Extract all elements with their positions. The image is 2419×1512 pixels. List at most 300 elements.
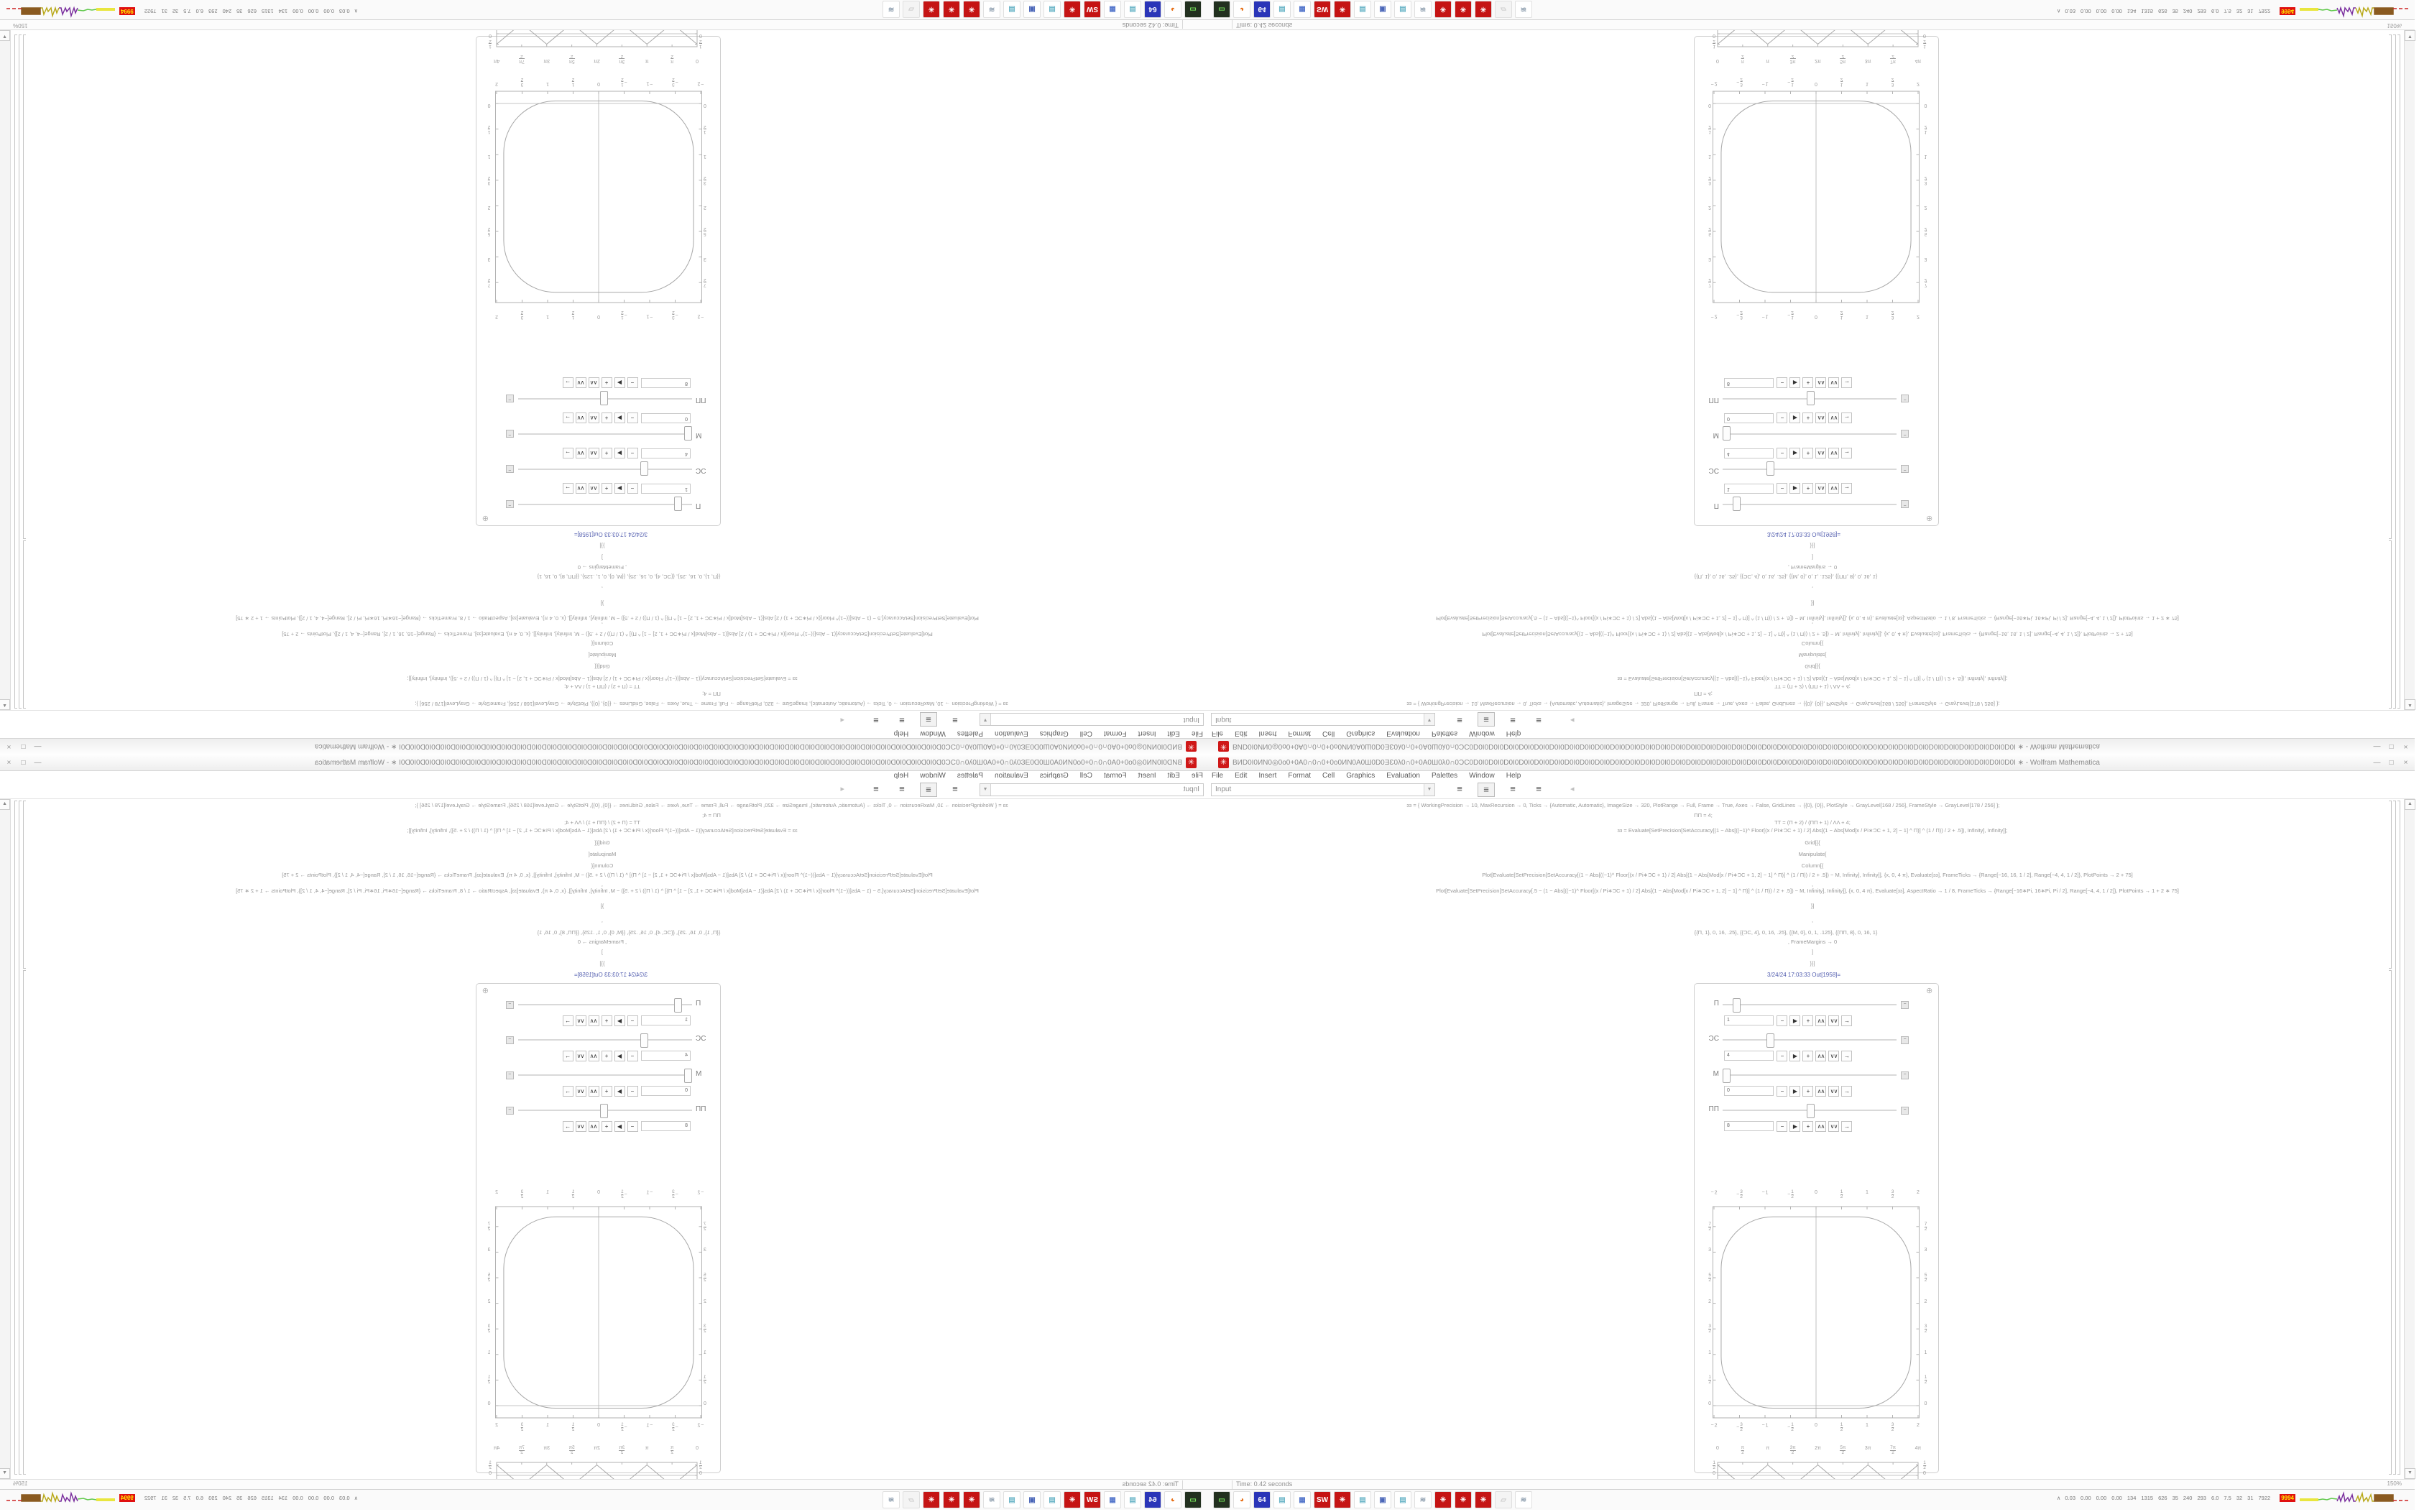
justify-icon-0[interactable]: ≡: [1457, 783, 1462, 794]
slider-collapse-icon[interactable]: −: [506, 1071, 514, 1079]
calculator-icon[interactable]: ▦: [1104, 1, 1121, 18]
manipulate-menu-icon[interactable]: ⊕: [482, 514, 489, 522]
menu-item-window[interactable]: Window: [920, 729, 946, 738]
slider-collapse-icon[interactable]: −: [506, 500, 514, 508]
chevron-down-icon[interactable]: ▼: [980, 714, 991, 725]
back-chevron-icon[interactable]: ◂: [840, 716, 844, 724]
slider-track[interactable]: [1723, 504, 1897, 505]
justify-icon-2[interactable]: ≡: [1510, 783, 1516, 794]
slider-collapse-icon[interactable]: −: [1901, 465, 1909, 473]
drive-icon[interactable]: ▭: [1213, 1, 1230, 18]
outer-cell-bracket[interactable]: [14, 34, 17, 709]
slower-button[interactable]: ∧∧: [589, 483, 599, 494]
faster-button[interactable]: ∨∨: [576, 1121, 586, 1132]
printer-faded-icon[interactable]: ▱: [1495, 1491, 1512, 1508]
play-button[interactable]: ▶: [1789, 1121, 1800, 1132]
back-chevron-icon[interactable]: ◂: [1570, 716, 1575, 724]
faster-button[interactable]: ∨∨: [576, 1086, 586, 1097]
floppy64-icon[interactable]: 64: [1144, 1491, 1161, 1508]
menu-item-window[interactable]: Window: [1469, 771, 1495, 780]
direction-button[interactable]: →: [563, 448, 573, 458]
scroll-icon[interactable]: ≋: [983, 1, 1000, 18]
slider-value-field[interactable]: 4: [1724, 1051, 1774, 1061]
slider-track[interactable]: [1723, 433, 1897, 435]
maximize-button[interactable]: □: [21, 742, 26, 751]
menu-item-file[interactable]: File: [1191, 771, 1203, 780]
menu-item-graphics[interactable]: Graphics: [1346, 729, 1376, 738]
cell-style-dropdown[interactable]: [980, 783, 1204, 796]
in-cell-bracket[interactable]: [2389, 801, 2392, 969]
slider-thumb[interactable]: [1766, 1033, 1774, 1048]
scroll-icon[interactable]: ≋: [1414, 1491, 1432, 1508]
spikey-gear-icon[interactable]: ✳: [1434, 1491, 1452, 1508]
increment-button[interactable]: +: [1802, 412, 1813, 423]
window-icon[interactable]: ▣: [1374, 1491, 1391, 1508]
spikey-gear-icon[interactable]: ✳: [943, 1491, 960, 1508]
slower-button[interactable]: ∧∧: [589, 1051, 599, 1061]
slider-collapse-icon[interactable]: −: [506, 430, 514, 438]
in-cell-bracket[interactable]: [23, 801, 26, 969]
direction-button[interactable]: →: [563, 483, 573, 494]
notes-icon[interactable]: ▤: [1003, 1491, 1020, 1508]
scroll-up-icon[interactable]: ▲: [2405, 699, 2415, 710]
maximize-button[interactable]: □: [2389, 742, 2394, 751]
justify-icon-3[interactable]: ≡: [1536, 715, 1542, 726]
slider-value-field[interactable]: 1: [641, 1015, 691, 1025]
cell-style-dropdown[interactable]: [1211, 783, 1435, 796]
play-button[interactable]: ▶: [1789, 377, 1800, 388]
faster-button[interactable]: ∨∨: [576, 483, 586, 494]
menu-item-cell[interactable]: Cell: [1079, 771, 1092, 780]
slider-track[interactable]: [518, 469, 692, 470]
decrement-button[interactable]: −: [1777, 483, 1787, 494]
increment-button[interactable]: +: [602, 483, 612, 494]
vertical-scrollbar[interactable]: [2404, 799, 2415, 1479]
faster-button[interactable]: ∨∨: [576, 448, 586, 458]
slower-button[interactable]: ∧∧: [589, 377, 599, 388]
close-button[interactable]: ×: [2403, 758, 2408, 767]
slider-value-field[interactable]: 8: [1724, 1121, 1774, 1131]
slower-button[interactable]: ∧∧: [589, 1015, 599, 1026]
slower-button[interactable]: ∧∧: [1815, 1086, 1826, 1097]
slider-thumb[interactable]: [684, 1069, 692, 1083]
spikey-gear-icon[interactable]: ✳: [923, 1, 940, 18]
window-titlebar[interactable]: [0, 738, 1207, 755]
decrement-button[interactable]: −: [627, 1015, 638, 1026]
spikey-gear-icon[interactable]: ✳: [1064, 1491, 1081, 1508]
back-chevron-icon[interactable]: ◂: [1570, 785, 1575, 793]
notes-icon[interactable]: ▤: [1394, 1491, 1411, 1508]
slider-value-field[interactable]: 0: [641, 413, 691, 423]
drive-icon[interactable]: ▭: [1184, 1, 1202, 18]
slider-track[interactable]: [1723, 1039, 1897, 1041]
increment-button[interactable]: +: [1802, 377, 1813, 388]
justify-icon-1[interactable]: ≡: [920, 783, 937, 797]
slider-collapse-icon[interactable]: −: [1901, 1036, 1909, 1044]
chevron-down-icon[interactable]: ▼: [980, 784, 991, 796]
scroll-icon[interactable]: ≋: [1515, 1491, 1532, 1508]
cell-style-dropdown[interactable]: [1211, 713, 1435, 726]
outer-cell-bracket[interactable]: [14, 801, 17, 1475]
menu-item-graphics[interactable]: Graphics: [1346, 771, 1376, 780]
increment-button[interactable]: +: [602, 1086, 612, 1097]
play-button[interactable]: ▶: [1789, 483, 1800, 494]
scroll-icon[interactable]: ≋: [883, 1, 900, 18]
close-button[interactable]: ×: [2403, 742, 2408, 751]
notes-icon[interactable]: ▤: [1124, 1, 1141, 18]
manipulate-menu-icon[interactable]: ⊕: [482, 987, 489, 995]
window-icon[interactable]: ▣: [1023, 1491, 1041, 1508]
spikey-gear-icon[interactable]: ✳: [1455, 1, 1472, 18]
play-button[interactable]: ▶: [614, 377, 625, 388]
menu-item-graphics[interactable]: Graphics: [1039, 771, 1069, 780]
decrement-button[interactable]: −: [1777, 448, 1787, 458]
vertical-scrollbar[interactable]: [0, 799, 11, 1479]
slider-value-field[interactable]: 0: [1724, 413, 1774, 423]
printer-faded-icon[interactable]: ▱: [1495, 1, 1512, 18]
direction-button[interactable]: →: [1841, 483, 1852, 494]
justify-icon-2[interactable]: ≡: [1510, 715, 1516, 726]
slider-track[interactable]: [518, 1004, 692, 1005]
scroll-icon[interactable]: ≋: [883, 1491, 900, 1508]
notes-icon[interactable]: ▤: [1043, 1491, 1061, 1508]
spikey-gear-icon[interactable]: ✳: [1434, 1, 1452, 18]
slider-thumb[interactable]: [674, 497, 682, 511]
dice-icon[interactable]: SW: [1314, 1491, 1331, 1508]
chevron-down-icon[interactable]: ▼: [1424, 714, 1434, 725]
slider-thumb[interactable]: [601, 1104, 609, 1118]
notes-icon[interactable]: ▤: [1003, 1, 1020, 18]
slider-thumb[interactable]: [1723, 426, 1731, 441]
maximize-button[interactable]: □: [21, 758, 26, 767]
slider-thumb[interactable]: [640, 461, 648, 476]
scroll-down-icon[interactable]: ▼: [2405, 30, 2415, 41]
spikey-gear-icon[interactable]: ✳: [1064, 1, 1081, 18]
decrement-button[interactable]: −: [1777, 1121, 1787, 1132]
vertical-scrollbar[interactable]: [0, 30, 11, 710]
spikey-gear-icon[interactable]: ✳: [923, 1491, 940, 1508]
vertical-scrollbar[interactable]: [2404, 30, 2415, 710]
notes-icon[interactable]: ▤: [1354, 1491, 1371, 1508]
faster-button[interactable]: ∨∨: [1828, 377, 1839, 388]
menu-item-help[interactable]: Help: [893, 771, 909, 780]
menu-item-graphics[interactable]: Graphics: [1039, 729, 1069, 738]
slider-value-field[interactable]: 8: [641, 1121, 691, 1131]
faster-button[interactable]: ∨∨: [1828, 1086, 1839, 1097]
justify-icon-1[interactable]: ≡: [1478, 783, 1495, 797]
decrement-button[interactable]: −: [627, 1051, 638, 1061]
justify-icon-3[interactable]: ≡: [873, 783, 879, 794]
slower-button[interactable]: ∧∧: [589, 448, 599, 458]
play-button[interactable]: ▶: [614, 1086, 625, 1097]
direction-button[interactable]: →: [563, 1015, 573, 1026]
direction-button[interactable]: →: [1841, 1086, 1852, 1097]
notes-icon[interactable]: ▤: [1354, 1, 1371, 18]
printer-faded-icon[interactable]: ▱: [903, 1, 920, 18]
slider-track[interactable]: [518, 433, 692, 435]
justify-icon-0[interactable]: ≡: [1457, 715, 1462, 726]
in-cell-bracket[interactable]: [2389, 540, 2392, 709]
direction-button[interactable]: →: [563, 377, 573, 388]
notes-icon[interactable]: ▤: [1124, 1491, 1141, 1508]
out-cell-bracket[interactable]: [2389, 970, 2392, 1475]
tray-expand-icon[interactable]: ∧: [2056, 8, 2061, 15]
play-button[interactable]: ▶: [1789, 1086, 1800, 1097]
slider-collapse-icon[interactable]: −: [506, 1036, 514, 1044]
justify-icon-3[interactable]: ≡: [1536, 783, 1542, 794]
scroll-icon[interactable]: ≋: [983, 1491, 1000, 1508]
slider-thumb[interactable]: [1807, 391, 1815, 405]
out-cell-bracket[interactable]: [23, 34, 26, 539]
faster-button[interactable]: ∨∨: [1828, 1015, 1839, 1026]
tray-expand-icon[interactable]: ∧: [354, 8, 359, 15]
cell-group-bracket[interactable]: [19, 801, 22, 1475]
direction-button[interactable]: →: [563, 1051, 573, 1061]
slider-collapse-icon[interactable]: −: [506, 465, 514, 473]
magnification-control[interactable]: 150%: [2387, 1480, 2402, 1487]
menu-item-window[interactable]: Window: [920, 771, 946, 780]
notes-icon[interactable]: ▤: [1394, 1, 1411, 18]
notes-icon[interactable]: ▤: [1273, 1491, 1291, 1508]
notes-icon[interactable]: ▤: [1273, 1, 1291, 18]
cell-group-bracket[interactable]: [2393, 34, 2396, 709]
increment-button[interactable]: +: [1802, 448, 1813, 458]
spikey-gear-icon[interactable]: ✳: [1475, 1, 1492, 18]
decrement-button[interactable]: −: [627, 483, 638, 494]
dice-icon[interactable]: SW: [1084, 1491, 1101, 1508]
direction-button[interactable]: →: [563, 1121, 573, 1132]
chevron-down-icon[interactable]: ▼: [1424, 784, 1434, 796]
play-button[interactable]: ▶: [1789, 448, 1800, 458]
out-cell-bracket[interactable]: [23, 970, 26, 1475]
menu-item-evaluation[interactable]: Evaluation: [995, 729, 1028, 738]
manipulate-menu-icon[interactable]: ⊕: [1926, 987, 1933, 995]
decrement-button[interactable]: −: [1777, 412, 1787, 423]
slider-collapse-icon[interactable]: −: [1901, 1107, 1909, 1115]
menu-item-insert[interactable]: Insert: [1258, 729, 1277, 738]
spikey-gear-icon[interactable]: ✳: [963, 1491, 980, 1508]
menu-item-insert[interactable]: Insert: [1138, 771, 1156, 780]
menu-item-file[interactable]: File: [1191, 729, 1203, 738]
dice-icon[interactable]: SW: [1084, 1, 1101, 18]
slider-thumb[interactable]: [1733, 998, 1741, 1013]
slider-thumb[interactable]: [1723, 1069, 1731, 1083]
slider-collapse-icon[interactable]: −: [1901, 395, 1909, 402]
slider-collapse-icon[interactable]: −: [506, 1001, 514, 1009]
back-chevron-icon[interactable]: ◂: [840, 785, 844, 793]
slider-value-field[interactable]: 0: [641, 1086, 691, 1096]
slider-collapse-icon[interactable]: −: [1901, 500, 1909, 508]
floppy64-icon[interactable]: 64: [1144, 1, 1161, 18]
faster-button[interactable]: ∨∨: [1828, 412, 1839, 423]
justify-icon-2[interactable]: ≡: [899, 783, 905, 794]
menu-item-insert[interactable]: Insert: [1258, 771, 1277, 780]
floppy64-icon[interactable]: 64: [1253, 1, 1271, 18]
slower-button[interactable]: ∧∧: [1815, 1015, 1826, 1026]
slider-thumb[interactable]: [640, 1033, 648, 1048]
slower-button[interactable]: ∧∧: [1815, 1121, 1826, 1132]
slider-thumb[interactable]: [674, 998, 682, 1013]
minimize-button[interactable]: —: [34, 758, 42, 767]
slider-value-field[interactable]: 1: [1724, 1015, 1774, 1025]
menu-item-edit[interactable]: Edit: [1167, 729, 1180, 738]
menu-item-evaluation[interactable]: Evaluation: [995, 771, 1028, 780]
slider-collapse-icon[interactable]: −: [1901, 1001, 1909, 1009]
justify-icon-0[interactable]: ≡: [952, 715, 958, 726]
tray-expand-icon[interactable]: ∧: [2056, 1494, 2061, 1501]
window-icon[interactable]: ▣: [1374, 1, 1391, 18]
menu-item-cell[interactable]: Cell: [1322, 729, 1335, 738]
calculator-icon[interactable]: ▦: [1294, 1491, 1311, 1508]
slider-value-field[interactable]: 1: [641, 484, 691, 494]
slider-track[interactable]: [518, 398, 692, 400]
outer-cell-bracket[interactable]: [2397, 34, 2400, 709]
faster-button[interactable]: ∨∨: [1828, 483, 1839, 494]
menu-item-window[interactable]: Window: [1469, 729, 1495, 738]
increment-button[interactable]: +: [1802, 1015, 1813, 1026]
firefox-icon[interactable]: ◕: [1164, 1491, 1181, 1508]
magnification-control[interactable]: 150%: [2387, 22, 2402, 29]
play-button[interactable]: ▶: [614, 412, 625, 423]
calculator-icon[interactable]: ▦: [1104, 1491, 1121, 1508]
window-titlebar[interactable]: [1207, 738, 2415, 755]
window-icon[interactable]: ▣: [1023, 1, 1041, 18]
spikey-gear-icon[interactable]: ✳: [1455, 1491, 1472, 1508]
faster-button[interactable]: ∨∨: [576, 1015, 586, 1026]
slider-track[interactable]: [518, 1110, 692, 1111]
menu-item-cell[interactable]: Cell: [1322, 771, 1335, 780]
play-button[interactable]: ▶: [1789, 1015, 1800, 1026]
slider-thumb[interactable]: [684, 426, 692, 441]
direction-button[interactable]: →: [1841, 1051, 1852, 1061]
scroll-up-icon[interactable]: ▲: [0, 799, 10, 810]
scroll-up-icon[interactable]: ▲: [0, 699, 10, 710]
menu-item-insert[interactable]: Insert: [1138, 729, 1156, 738]
slider-collapse-icon[interactable]: −: [1901, 1071, 1909, 1079]
minimize-button[interactable]: —: [34, 742, 42, 751]
faster-button[interactable]: ∨∨: [1828, 1051, 1839, 1061]
firefox-icon[interactable]: ◕: [1233, 1, 1250, 18]
in-cell-bracket[interactable]: [23, 540, 26, 709]
increment-button[interactable]: +: [602, 448, 612, 458]
cell-group-bracket[interactable]: [19, 34, 22, 709]
scroll-icon[interactable]: ≋: [1414, 1, 1432, 18]
decrement-button[interactable]: −: [627, 448, 638, 458]
out-cell-bracket[interactable]: [2389, 34, 2392, 539]
increment-button[interactable]: +: [1802, 1121, 1813, 1132]
slider-value-field[interactable]: 4: [1724, 448, 1774, 458]
slider-thumb[interactable]: [601, 391, 609, 405]
firefox-icon[interactable]: ◕: [1233, 1491, 1250, 1508]
play-button[interactable]: ▶: [614, 1051, 625, 1061]
justify-icon-1[interactable]: ≡: [1478, 712, 1495, 727]
increment-button[interactable]: +: [1802, 1051, 1813, 1061]
faster-button[interactable]: ∨∨: [576, 377, 586, 388]
slower-button[interactable]: ∧∧: [1815, 448, 1826, 458]
scroll-down-icon[interactable]: ▼: [2405, 1468, 2415, 1479]
slower-button[interactable]: ∧∧: [589, 412, 599, 423]
slider-track[interactable]: [518, 1039, 692, 1041]
spikey-gear-icon[interactable]: ✳: [1334, 1491, 1351, 1508]
menu-item-help[interactable]: Help: [1506, 729, 1521, 738]
tray-expand-icon[interactable]: ∧: [354, 1494, 359, 1501]
play-button[interactable]: ▶: [1789, 412, 1800, 423]
minimize-button[interactable]: —: [2373, 742, 2381, 751]
faster-button[interactable]: ∨∨: [1828, 1121, 1839, 1132]
menu-item-evaluation[interactable]: Evaluation: [1386, 729, 1420, 738]
increment-button[interactable]: +: [602, 377, 612, 388]
slower-button[interactable]: ∧∧: [1815, 412, 1826, 423]
magnification-control[interactable]: 150%: [13, 22, 28, 29]
increment-button[interactable]: +: [1802, 483, 1813, 494]
cell-group-bracket[interactable]: [2393, 801, 2396, 1475]
slider-value-field[interactable]: 8: [1724, 378, 1774, 388]
menu-item-help[interactable]: Help: [1506, 771, 1521, 780]
play-button[interactable]: ▶: [614, 448, 625, 458]
magnification-control[interactable]: 150%: [13, 1480, 28, 1487]
direction-button[interactable]: →: [1841, 448, 1852, 458]
slower-button[interactable]: ∧∧: [589, 1121, 599, 1132]
increment-button[interactable]: +: [1802, 1086, 1813, 1097]
manipulate-menu-icon[interactable]: ⊕: [1926, 514, 1933, 522]
menu-item-palettes[interactable]: Palettes: [957, 771, 983, 780]
slider-track[interactable]: [1723, 469, 1897, 470]
menu-item-help[interactable]: Help: [893, 729, 909, 738]
play-button[interactable]: ▶: [614, 1015, 625, 1026]
dice-icon[interactable]: SW: [1314, 1, 1331, 18]
drive-icon[interactable]: ▭: [1184, 1491, 1202, 1508]
menu-item-edit[interactable]: Edit: [1235, 771, 1248, 780]
slider-thumb[interactable]: [1807, 1104, 1815, 1118]
spikey-gear-icon[interactable]: ✳: [943, 1, 960, 18]
slider-value-field[interactable]: 4: [641, 448, 691, 458]
spikey-gear-icon[interactable]: ✳: [1334, 1, 1351, 18]
scroll-up-icon[interactable]: ▲: [2405, 799, 2415, 810]
faster-button[interactable]: ∨∨: [576, 412, 586, 423]
justify-icon-2[interactable]: ≡: [899, 715, 905, 726]
direction-button[interactable]: →: [1841, 412, 1852, 423]
increment-button[interactable]: +: [602, 1015, 612, 1026]
slider-collapse-icon[interactable]: −: [1901, 430, 1909, 438]
window-titlebar[interactable]: [1207, 755, 2415, 771]
direction-button[interactable]: →: [1841, 1015, 1852, 1026]
decrement-button[interactable]: −: [627, 412, 638, 423]
slider-track[interactable]: [1723, 1110, 1897, 1111]
play-button[interactable]: ▶: [1789, 1051, 1800, 1061]
faster-button[interactable]: ∨∨: [576, 1051, 586, 1061]
menu-item-format[interactable]: Format: [1103, 729, 1127, 738]
decrement-button[interactable]: −: [1777, 1051, 1787, 1061]
increment-button[interactable]: +: [602, 1051, 612, 1061]
spikey-gear-icon[interactable]: ✳: [963, 1, 980, 18]
minimize-button[interactable]: —: [2373, 758, 2381, 767]
decrement-button[interactable]: −: [1777, 377, 1787, 388]
window-titlebar[interactable]: [0, 755, 1207, 771]
menu-item-format[interactable]: Format: [1288, 771, 1312, 780]
decrement-button[interactable]: −: [1777, 1086, 1787, 1097]
justify-icon-1[interactable]: ≡: [920, 712, 937, 727]
direction-button[interactable]: →: [1841, 1121, 1852, 1132]
scroll-down-icon[interactable]: ▼: [0, 1468, 10, 1479]
decrement-button[interactable]: −: [627, 1121, 638, 1132]
slider-collapse-icon[interactable]: −: [506, 395, 514, 402]
justify-icon-0[interactable]: ≡: [952, 783, 958, 794]
play-button[interactable]: ▶: [614, 483, 625, 494]
printer-faded-icon[interactable]: ▱: [903, 1491, 920, 1508]
menu-item-edit[interactable]: Edit: [1167, 771, 1180, 780]
calculator-icon[interactable]: ▦: [1294, 1, 1311, 18]
menu-item-evaluation[interactable]: Evaluation: [1386, 771, 1420, 780]
